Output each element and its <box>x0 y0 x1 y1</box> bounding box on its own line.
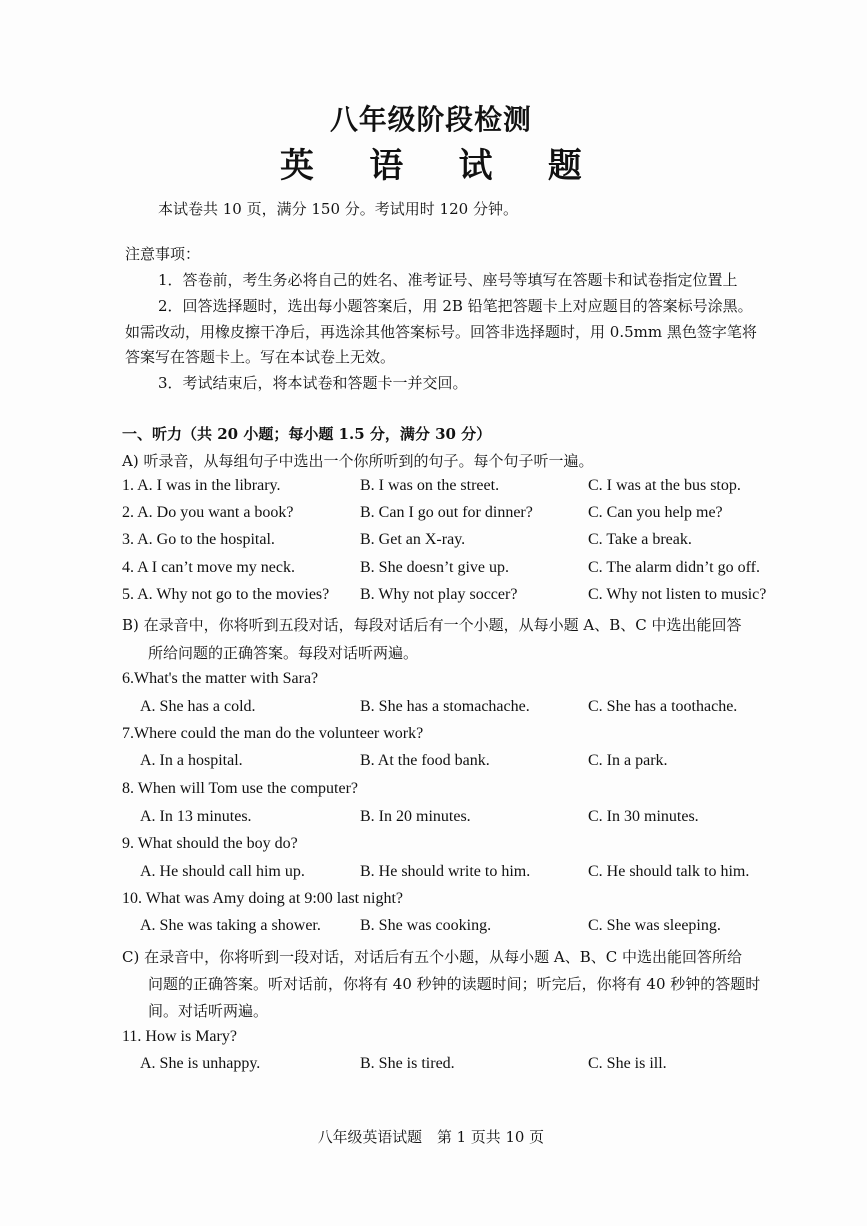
q7-option-c: C. In a park. <box>588 752 668 769</box>
q8-option-c: C. In 30 minutes. <box>588 808 699 825</box>
part-c-instructions-line-2: 问题的正确答案。听对话前，你将有 40 秒钟的读题时间；听完后，你将有 40 秒钟的答题时 <box>148 975 761 993</box>
q6-option-b: B. She has a stomachache. <box>360 698 530 715</box>
q5-option-a: 5. A. Why not go to the movies? <box>122 586 330 603</box>
q9-option-b: B. He should write to him. <box>360 863 531 880</box>
q9-option-a: A. He should call him up. <box>140 863 305 880</box>
q10-option-c: C. She was sleeping. <box>588 917 721 934</box>
q6-question: 6.What's the matter with Sara? <box>122 670 319 687</box>
q7-option-a: A. In a hospital. <box>140 752 243 769</box>
part-b-instructions-line-1: B) 在录音中，你将听到五段对话，每段对话后有一个小题，从每小题 A、B、C 中选出能回答 <box>122 616 742 634</box>
part-a-instructions: A) 听录音，从每组句子中选出一个你所听到的句子。每个句子听一遍。 <box>122 452 594 470</box>
note-1: 1．答卷前，考生务必将自己的姓名、准考证号、座号等填写在答题卡和试卷指定位置上 <box>158 271 738 289</box>
q6-option-c: C. She has a toothache. <box>588 698 738 715</box>
q4-option-c: C. The alarm didn’t go off. <box>588 559 760 576</box>
section-heading: 一、听力（共 20 小题；每小题 1.5 分，满分 30 分） <box>122 425 492 443</box>
q5-option-c: C. Why not listen to music? <box>588 586 767 603</box>
exam-title: 八年级阶段检测 <box>329 103 532 136</box>
notes-heading: 注意事项： <box>125 245 201 263</box>
q11-option-a: A. She is unhappy. <box>140 1055 261 1072</box>
q8-question: 8. When will Tom use the computer? <box>122 780 359 797</box>
q4-option-a: 4. A I can’t move my neck. <box>122 559 295 576</box>
q3-option-a: 3. A. Go to the hospital. <box>122 531 275 548</box>
note-3: 3．考试结束后，将本试卷和答题卡一并交回。 <box>158 374 468 392</box>
note-2-line-2: 如需改动，用橡皮擦干净后，再选涂其他答案标号。回答非选择题时，用 0.5mm 黑色签字笔将 <box>125 323 757 341</box>
q9-question: 9. What should the boy do? <box>122 835 298 852</box>
q11-option-c: C. She is ill. <box>588 1055 667 1072</box>
q10-question: 10. What was Amy doing at 9:00 last night? <box>122 890 404 907</box>
q8-option-b: B. In 20 minutes. <box>360 808 471 825</box>
q4-option-b: B. She doesn’t give up. <box>360 559 510 576</box>
q7-question: 7.Where could the man do the volunteer work? <box>122 725 424 742</box>
q1-option-a: 1. A. I was in the library. <box>122 477 281 494</box>
note-2-line-1: 2．回答选择题时，选出每小题答案后，用 2B 铅笔把答题卡上对应题目的答案标号涂黑。 <box>158 297 753 315</box>
q1-option-c: C. I was at the bus stop. <box>588 477 741 494</box>
q7-option-b: B. At the food bank. <box>360 752 490 769</box>
q1-option-b: B. I was on the street. <box>360 477 500 494</box>
note-2-line-3: 答案写在答题卡上。写在本试卷上无效。 <box>125 348 396 366</box>
q10-option-a: A. She was taking a shower. <box>140 917 321 934</box>
q2-option-c: C. Can you help me? <box>588 504 723 521</box>
q3-option-b: B. Get an X-ray. <box>360 531 466 548</box>
q2-option-a: 2. A. Do you want a book? <box>122 504 294 521</box>
q8-option-a: A. In 13 minutes. <box>140 808 252 825</box>
q10-option-b: B. She was cooking. <box>360 917 492 934</box>
q11-question: 11. How is Mary? <box>122 1028 237 1045</box>
q3-option-c: C. Take a break. <box>588 531 692 548</box>
q11-option-b: B. She is tired. <box>360 1055 455 1072</box>
page-footer: 八年级英语试题 第 1 页共 10 页 <box>317 1128 545 1146</box>
exam-meta: 本试卷共 10 页，满分 150 分。考试用时 120 分钟。 <box>158 200 518 218</box>
q9-option-c: C. He should talk to him. <box>588 863 750 880</box>
part-b-instructions-line-2: 所给问题的正确答案。每段对话听两遍。 <box>148 644 419 662</box>
q5-option-b: B. Why not play soccer? <box>360 586 518 603</box>
q2-option-b: B. Can I go out for dinner? <box>360 504 533 521</box>
part-c-instructions-line-1: C) 在录音中，你将听到一段对话，对话后有五个小题，从每小题 A、B、C 中选出能回答所给 <box>122 948 742 966</box>
exam-subject-title: 英 语 试 题 <box>280 146 604 186</box>
part-c-instructions-line-3: 间。对话听两遍。 <box>148 1002 269 1020</box>
q6-option-a: A. She has a cold. <box>140 698 256 715</box>
